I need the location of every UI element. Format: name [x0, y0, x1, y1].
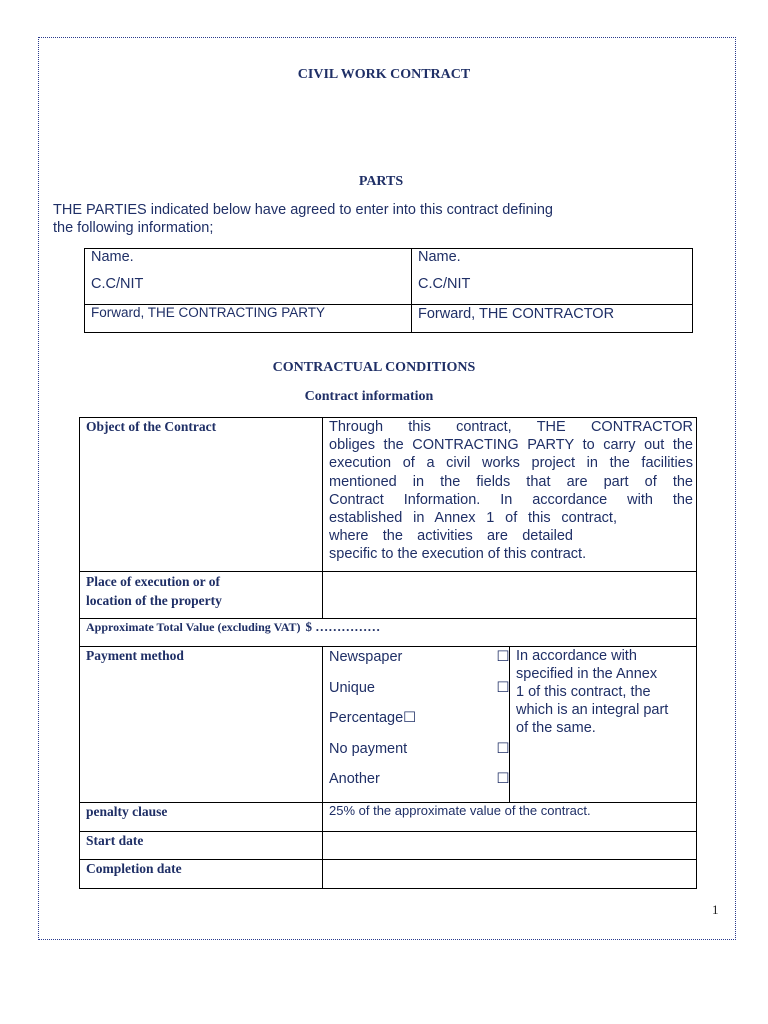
checkbox-unique[interactable]: ☐ — [496, 679, 510, 696]
payment-note-line: specified in the Annex — [516, 666, 658, 682]
id-label: C.C/NIT — [418, 276, 471, 292]
payment-options — [323, 647, 510, 803]
parties-table — [84, 248, 693, 333]
payment-option-percentage — [329, 708, 503, 739]
place-value — [323, 572, 697, 619]
place-label — [80, 572, 323, 619]
approximate-value-amount: $ …………… — [305, 619, 381, 634]
contracting-party-identity-cell — [85, 249, 412, 305]
object-line: where the activities are detailed — [329, 528, 573, 545]
payment-note — [510, 647, 697, 803]
object-line: Contract Information. In accordance with the — [329, 491, 693, 508]
option-label: Unique — [329, 679, 375, 696]
checkbox-newspaper[interactable]: ☐ — [496, 649, 510, 665]
payment-note-line: of the same. — [516, 720, 596, 736]
payment-option-another — [329, 769, 510, 800]
contract-info-heading: Contract information — [304, 389, 434, 404]
payment-option-unique — [329, 678, 510, 709]
option-label: No payment — [329, 740, 408, 757]
checkbox-no-payment[interactable]: ☐ — [496, 740, 510, 757]
conditions-heading: CONTRACTUAL CONDITIONS — [272, 360, 476, 375]
contractor-role: Forward, THE CONTRACTOR — [412, 305, 693, 333]
payment-note-line: In accordance with — [516, 648, 637, 664]
name-label: Name. — [91, 249, 134, 265]
object-line: mentioned in the fields that are part of the — [329, 473, 693, 490]
intro-paragraph — [53, 201, 613, 237]
contracting-party-role: Forward, THE CONTRACTING PARTY — [85, 305, 412, 333]
payment-method-label: Payment method — [80, 647, 323, 803]
payment-note-line: which is an integral part — [516, 702, 669, 718]
contractor-identity-cell — [412, 249, 693, 305]
penalty-clause-label: penalty clause — [80, 803, 323, 832]
completion-date-label: Completion date — [80, 860, 323, 889]
name-label: Name. — [418, 249, 461, 265]
payment-note-line: 1 of this contract, the — [516, 684, 651, 700]
penalty-clause-value: 25% of the approximate value of the contract. — [323, 803, 697, 832]
place-label-line: location of the property — [86, 593, 222, 608]
completion-date-value — [323, 860, 697, 889]
option-label: Another — [329, 771, 380, 787]
object-label: Object of the Contract — [80, 418, 323, 572]
start-date-label: Start date — [80, 832, 323, 860]
object-line: execution of a civil works project in the facilities — [329, 455, 693, 472]
id-label: C.C/NIT — [91, 276, 144, 292]
start-date-value — [323, 832, 697, 860]
object-line: specific to the execution of this contract. — [329, 546, 587, 563]
approximate-value-label: Approximate Total Value (excluding VAT) — [86, 620, 301, 634]
option-label: Percentage — [329, 710, 404, 726]
object-line: Through this contract, THE CONTRACTOR — [329, 419, 693, 435]
intro-line: the following information; — [53, 220, 214, 236]
checkbox-another[interactable]: ☐ — [496, 771, 510, 787]
intro-line: THE PARTIES indicated below have agreed to enter into this contract defining — [53, 202, 553, 218]
parts-heading: PARTS — [358, 174, 404, 189]
option-label: Newspaper — [329, 649, 403, 665]
contract-info-table — [79, 417, 697, 889]
checkbox-percentage[interactable]: ☐ — [403, 710, 417, 726]
page-number: 1 — [712, 902, 719, 917]
approximate-value-row — [80, 619, 697, 647]
object-line: obliges the CONTRACTING PARTY to carry out the — [329, 437, 693, 454]
payment-option-newspaper — [329, 647, 510, 678]
object-line: established in Annex 1 of this contract, — [329, 510, 617, 527]
place-label-line: Place of execution or of — [86, 574, 220, 589]
document-title: CIVIL WORK CONTRACT — [297, 67, 471, 82]
object-value — [323, 418, 697, 572]
payment-option-no-payment — [329, 739, 510, 770]
